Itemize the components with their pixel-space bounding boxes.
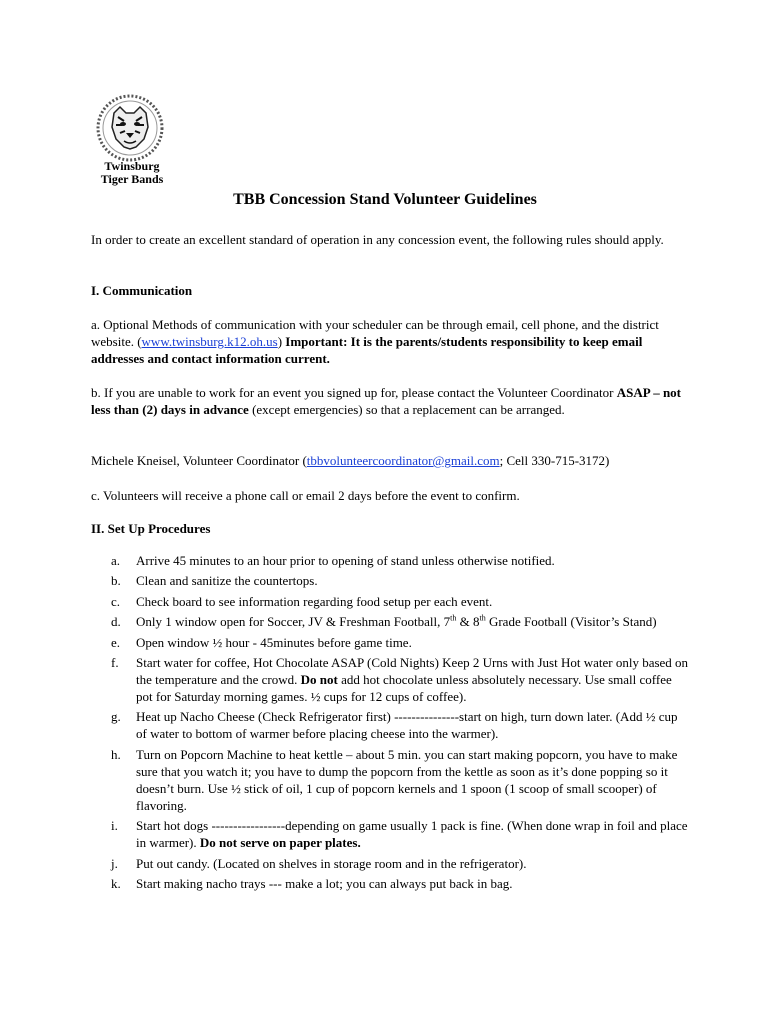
list-item: [91, 817, 691, 851]
logo-text: [84, 160, 180, 186]
para-b-text-2: (except emergencies) so that a replacement can be arranged.: [248, 402, 565, 417]
list-item: [91, 708, 691, 742]
list-item: [91, 875, 691, 892]
list-item-text: Heat up Nacho Cheese (Check Refrigerator first) ---------------start on high, turn down later. (Add ½ cup of water to bottom of warmer before placing cheese into the warmer).: [136, 709, 678, 742]
list-item-text-1: Only 1 window open for Soccer, JV & Freshman Football, 7: [136, 614, 451, 630]
list-marker: e.: [111, 634, 121, 650]
superscript: th: [450, 613, 457, 623]
list-marker: h.: [111, 746, 121, 762]
list-item-text-1: Start water for coffee, Hot Chocolate ASAP (Cold Nights) Keep 2 Urns with Just Hot water only based on the temperature and the crowd.: [136, 654, 689, 687]
list-item-bold: Do not: [300, 671, 338, 687]
list-item-text-3: Grade Football (Visitor’s Stand): [485, 614, 657, 630]
list-item: [91, 552, 691, 569]
list-item-text: Turn on Popcorn Machine to heat kettle – about 5 min. you can start making popcorn, you have to make sure that you watch it; you have to dump the popcorn from the kettle as soon as it’s done popping so it doesn’t burn. Use ½ stick of oil, 1 cup of popcorn kernels and 1 spoon (1 scoop of small scooper) of flavoring.: [136, 746, 678, 813]
list-item: [91, 613, 691, 630]
list-item: [91, 746, 691, 814]
list-marker: c.: [111, 593, 121, 609]
list-item-text: Put out candy. (Located on shelves in storage room and in the refrigerator).: [136, 855, 527, 871]
superscript: th: [479, 613, 486, 623]
page-title: TBB Concession Stand Volunteer Guidelines: [233, 191, 537, 208]
list-item-text: Check board to see information regarding food setup per each event.: [136, 593, 493, 609]
section-heading-setup: II. Set Up Procedures: [91, 521, 211, 536]
para-a-important: Important: It is the parents/students responsibility to keep email addresses and contact information current.: [91, 334, 643, 366]
list-item-text: Arrive 45 minutes to an hour prior to opening of stand unless otherwise notified.: [136, 553, 555, 568]
list-marker: a.: [111, 553, 121, 568]
logo-line-1: Twinsburg: [104, 159, 160, 173]
list-item-text-2: & 8: [456, 614, 480, 630]
section-heading-communication: I. Communication: [91, 283, 193, 298]
list-item: [91, 634, 691, 651]
list-item-text-1: Start hot dogs -----------------depending on game usually 1 pack is fine. (When done wrap in foil and place in warmer).: [136, 818, 688, 851]
list-item-bold: Do not serve on paper plates.: [199, 835, 361, 851]
communication-para-c: c. Volunteers will receive a phone call or email 2 days before the event to confirm.: [91, 488, 520, 503]
list-item-text: Open window ½ hour - 45minutes before game time.: [136, 634, 412, 650]
tiger-head-icon: [88, 93, 172, 163]
list-marker: i.: [111, 818, 118, 834]
list-marker: j.: [111, 855, 118, 871]
logo-line-2: Tiger Bands: [100, 172, 164, 186]
district-website-link[interactable]: www.twinsburg.k12.oh.us: [141, 334, 278, 349]
list-item-text: Clean and sanitize the countertops.: [136, 573, 318, 589]
list-marker: g.: [111, 709, 121, 725]
list-item: [91, 855, 691, 872]
para-b-asap: ASAP – not less than (2) days in advance: [91, 385, 682, 417]
list-item-text: Start making nacho trays --- make a lot; you can always put back in bag.: [136, 875, 513, 891]
list-marker: f.: [111, 654, 119, 670]
communication-para-b: [91, 384, 691, 418]
para-b-text-1: b. If you are unable to work for an event you signed up for, please contact the Volunteer Coordinator: [91, 385, 617, 400]
list-marker: b.: [111, 573, 121, 589]
coordinator-line: [91, 452, 691, 469]
communication-para-a: [91, 316, 691, 367]
coordinator-email-link[interactable]: tbbvolunteercoordinator@gmail.com: [306, 453, 500, 468]
list-marker: k.: [111, 875, 121, 891]
coordinator-text-1: Michele Kneisel, Volunteer Coordinator (: [91, 453, 307, 468]
para-a-text-1: a. Optional Methods of communication with your scheduler can be through email, cell phone, and the district website. (: [91, 317, 659, 349]
intro-paragraph: In order to create an excellent standard of operation in any concession event, the following rules should apply.: [91, 232, 664, 247]
setup-procedures-list: [91, 552, 691, 895]
list-item: [91, 593, 691, 610]
list-item: [91, 572, 691, 589]
list-item: [91, 654, 691, 705]
list-item-text-2: add hot chocolate unless absolutely necessary. Use small coffee pot for Saturday morning games. ½ cups for 12 cups of coffee).: [136, 671, 672, 704]
coordinator-text-2: ; Cell 330-715-3172): [499, 453, 610, 468]
list-marker: d.: [111, 614, 121, 630]
para-a-text-2: ): [277, 334, 286, 349]
